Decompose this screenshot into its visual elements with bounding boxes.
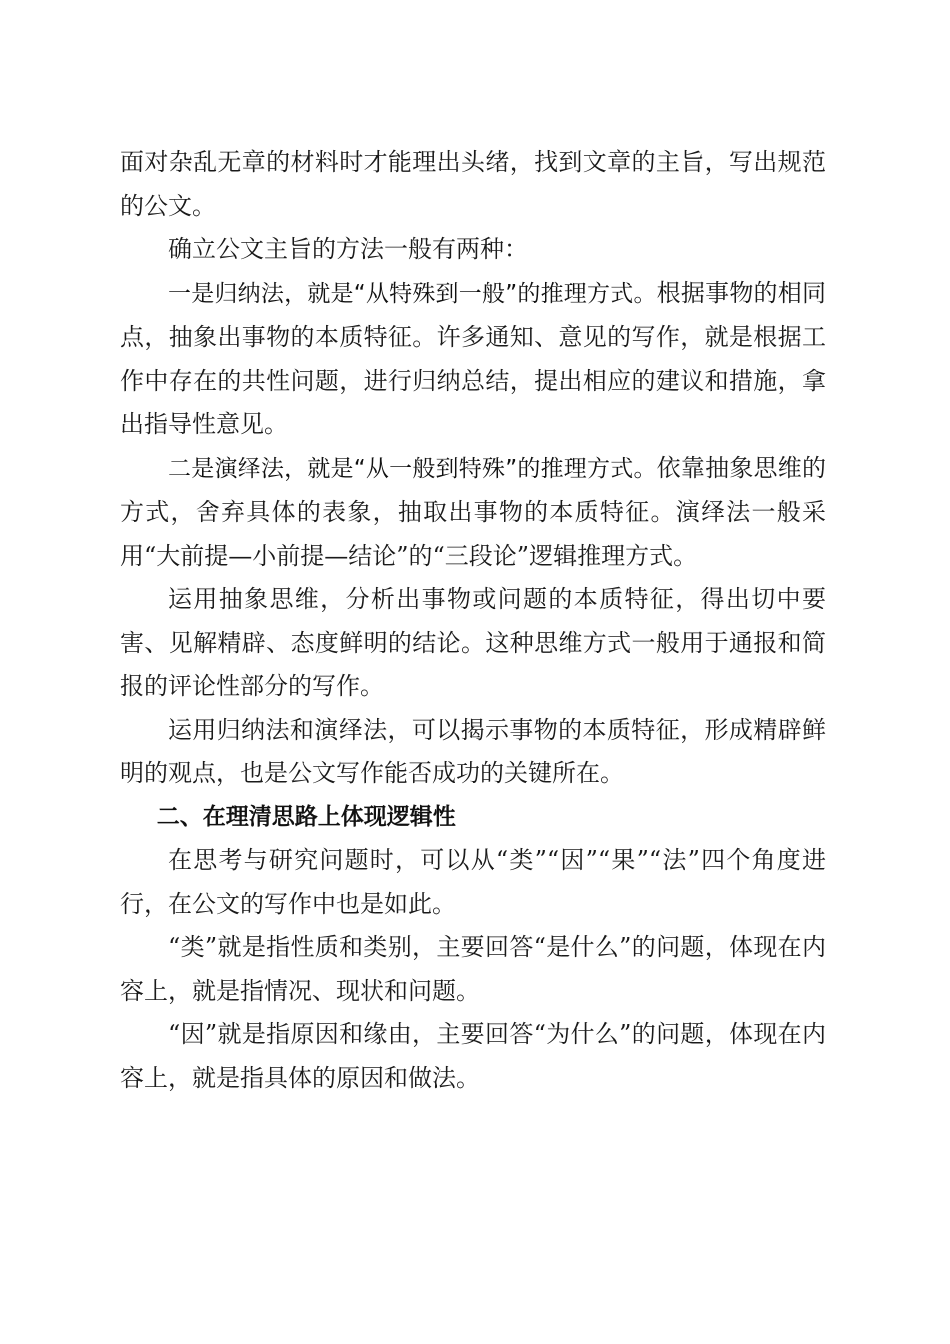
- deduction-lead: 二是演绎法，就是“从一般到特殊”的推理方式。: [168, 455, 657, 482]
- paragraph-abstract-thinking: 运用抽象思维，分析出事物或问题的本质特征，得出切中要害、见解精辟、态度鲜明的结论。这种思维方式一般用于通报和简报的评论性部分的写作。: [120, 585, 826, 700]
- paragraph-conclusion: 运用归纳法和演绎法，可以揭示事物的本质特征，形成精辟鲜明的观点，也是公文写作能否成功的关键所在。: [120, 715, 826, 787]
- paragraph-four-angles: 在思考与研究问题时，可以从“类”“因”“果”“法”四个角度进行，在公文的写作中也是如此。: [120, 846, 826, 918]
- induction-body: 根据事物的相同点，抽象出事物的本质特征。许多通知、意见的写作，就是根据工作中存在的共性问题，进行归纳总结，提出相应的建议和措施，拿出指导性意见。: [120, 278, 826, 438]
- paragraph-deduction: [120, 447, 826, 579]
- document-page: [120, 141, 826, 1100]
- paragraph-category: “类”就是指性质和类别，主要回答“是什么”的问题，体现在内容上，就是指情况、现状和问题。: [120, 933, 826, 1005]
- induction-lead: 一是归纳法，就是“从特殊到一般”的推理方式。: [168, 280, 657, 307]
- paragraph-methods-intro: 确立公文主旨的方法一般有两种：: [168, 235, 528, 263]
- paragraph-continuation: 面对杂乱无章的材料时才能理出头绪，找到文章的主旨，写出规范的公文。: [120, 148, 826, 220]
- paragraph-induction: [120, 272, 826, 447]
- section-heading: 二、在理清思路上体现逻辑性: [156, 803, 456, 830]
- paragraph-cause: “因”就是指原因和缘由，主要回答“为什么”的问题，体现在内容上，就是指具体的原因和做法。: [120, 1020, 826, 1092]
- deduction-body: 依靠抽象思维的方式，舍弃具体的表象，抽取出事物的本质特征。演绎法一般采用“大前提—小前提—结论”的“三段论”逻辑推理方式。: [120, 453, 826, 570]
